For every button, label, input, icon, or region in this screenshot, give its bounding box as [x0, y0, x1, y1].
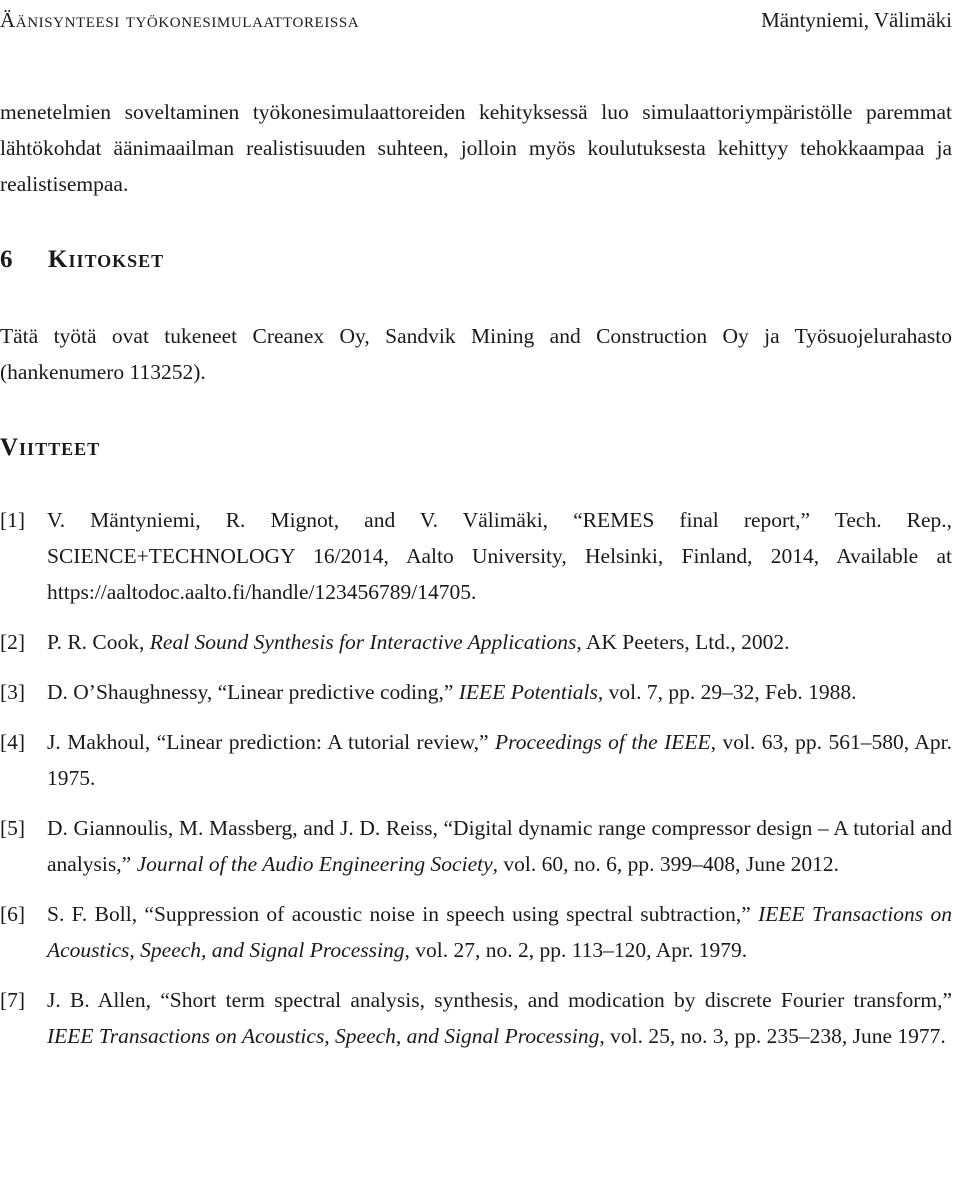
reference-number: [7]	[0, 988, 26, 1012]
reference-journal-italic: Journal of the Audio Engineering Society	[136, 852, 493, 876]
reference-list	[0, 502, 952, 1054]
reference-title-italic: Real Sound Synthesis for Interactive Applications	[149, 630, 577, 654]
reference-number: [3]	[0, 680, 26, 704]
section-title: Viitteet	[0, 434, 101, 461]
running-header-title: Äänisynteesi työkonesimulaattoreissa	[0, 8, 360, 32]
running-header-authors: Mäntyniemi, Välimäki	[761, 8, 952, 32]
reference-text: D. O’Shaughnessy, “Linear predictive coding,”	[47, 680, 459, 704]
reference-number: [5]	[0, 816, 26, 840]
reference-journal-italic: IEEE Transactions on Acoustics, Speech, and Signal Processing	[47, 1024, 600, 1048]
reference-text-tail: , AK Peeters, Ltd., 2002.	[576, 630, 790, 654]
section-heading-kiitokset	[0, 242, 952, 278]
reference-item	[0, 982, 952, 1054]
reference-text: S. F. Boll, “Suppression of acoustic noise in speech using spectral subtraction,”	[47, 902, 759, 926]
reference-item	[0, 896, 952, 968]
acknowledgement-paragraph: Tätä työtä ovat tukeneet Creanex Oy, Sandvik Mining and Construction Oy ja Työsuojelurahasto (hankenumero 113252).	[0, 324, 952, 384]
reference-text-tail: , vol. 60, no. 6, pp. 399–408, June 2012.	[492, 852, 840, 876]
reference-number: [4]	[0, 730, 26, 754]
section-title: Kiitokset	[48, 246, 165, 273]
reference-item	[0, 674, 952, 710]
intro-paragraph: menetelmien soveltaminen työkonesimulaattoreiden kehityksessä luo simulaattoriympäristölle paremmat lähtökohdat äänimaailman realistisuuden suhteen, jolloin myös koulutuksesta kehittyy tehokkaampaa ja realistisempaa.	[0, 100, 952, 196]
reference-text: J. B. Allen, “Short term spectral analysis, synthesis, and modication by discrete Fourier transform,”	[47, 988, 952, 1012]
section-heading-viitteet	[0, 430, 952, 466]
reference-text-tail: , vol. 7, pp. 29–32, Feb. 1988.	[597, 680, 857, 704]
reference-text-tail: , vol. 25, no. 3, pp. 235–238, June 1977.	[599, 1024, 946, 1048]
reference-text-tail: , vol. 27, no. 2, pp. 113–120, Apr. 1979.	[404, 938, 748, 962]
reference-number: [1]	[0, 508, 26, 532]
reference-journal-italic: IEEE Potentials	[458, 680, 598, 704]
running-header	[0, 5, 952, 35]
reference-journal-italic: IEEE Transactions on Acoustics, Speech, and Signal Processing	[47, 902, 952, 962]
reference-number: [6]	[0, 902, 26, 926]
reference-item	[0, 724, 952, 796]
reference-text: D. Giannoulis, M. Massberg, and J. D. Reiss, “Digital dynamic range compressor design – A tutorial and analysis,”	[47, 816, 952, 876]
page-body	[0, 94, 952, 1068]
reference-text: J. Makhoul, “Linear prediction: A tutorial review,”	[47, 730, 496, 754]
reference-item	[0, 810, 952, 882]
reference-journal-italic: Proceedings of the IEEE	[495, 730, 711, 754]
reference-item	[0, 502, 952, 610]
reference-number: [2]	[0, 630, 26, 654]
reference-text: P. R. Cook,	[47, 630, 150, 654]
reference-item	[0, 624, 952, 660]
section-number: 6	[0, 246, 14, 273]
reference-text: V. Mäntyniemi, R. Mignot, and V. Välimäki, “REMES final report,” Tech. Rep., SCIENCE+TECHNOLOGY 16/2014, Aalto University, Helsinki, Finland, 2014, Available at https://aaltodoc.aalto.fi/handle/123456789/14705.	[47, 508, 952, 604]
reference-text-tail: , vol. 63, pp. 561–580, Apr. 1975.	[47, 730, 952, 790]
